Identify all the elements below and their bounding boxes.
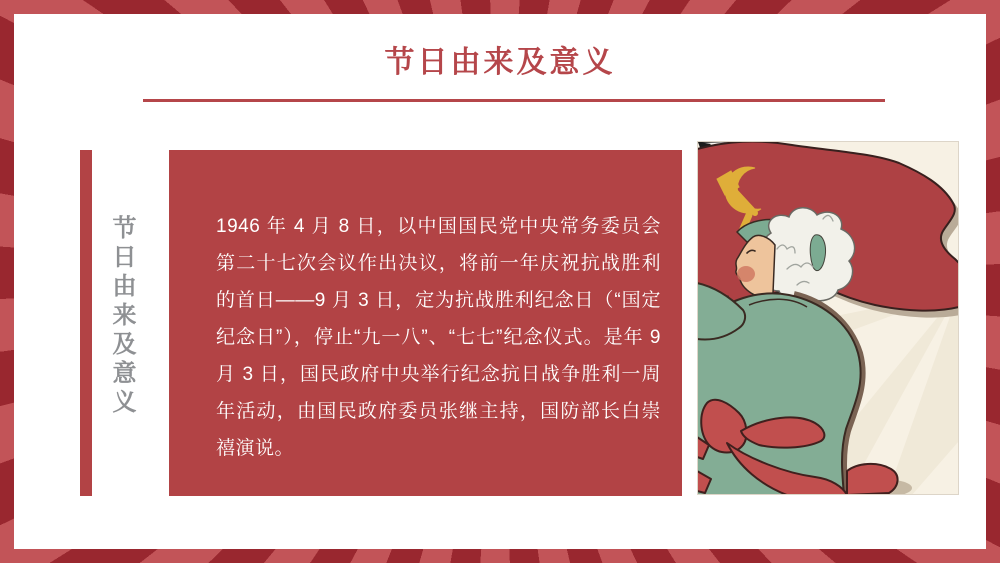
soldier-flag-illustration bbox=[697, 141, 959, 495]
side-accent-bar bbox=[80, 150, 92, 496]
content-area bbox=[14, 14, 986, 549]
body-text-panel bbox=[169, 150, 682, 496]
title-underline bbox=[143, 99, 885, 102]
body-text: 1946 年 4 月 8 日，以中国国民党中央常务委员会第二十七次会议作出决议，将前一年庆祝抗战胜利的首日——9 月 3 日，定为抗战胜利纪念日（“国定纪念日”），停止“九一八”、“七七”纪念仪式。是年 9 月 3 日，国民政府中央举行纪念抗日战争胜利一周年活动，由国民政府委员张继主持，国防部长白崇禧演说。 bbox=[216, 216, 661, 459]
side-vertical-label: 节日由来及意义 bbox=[108, 215, 135, 418]
cap-through-fur bbox=[810, 235, 825, 271]
cheek-blush bbox=[737, 266, 755, 282]
page-title: 节日由来及意义 bbox=[384, 46, 616, 79]
